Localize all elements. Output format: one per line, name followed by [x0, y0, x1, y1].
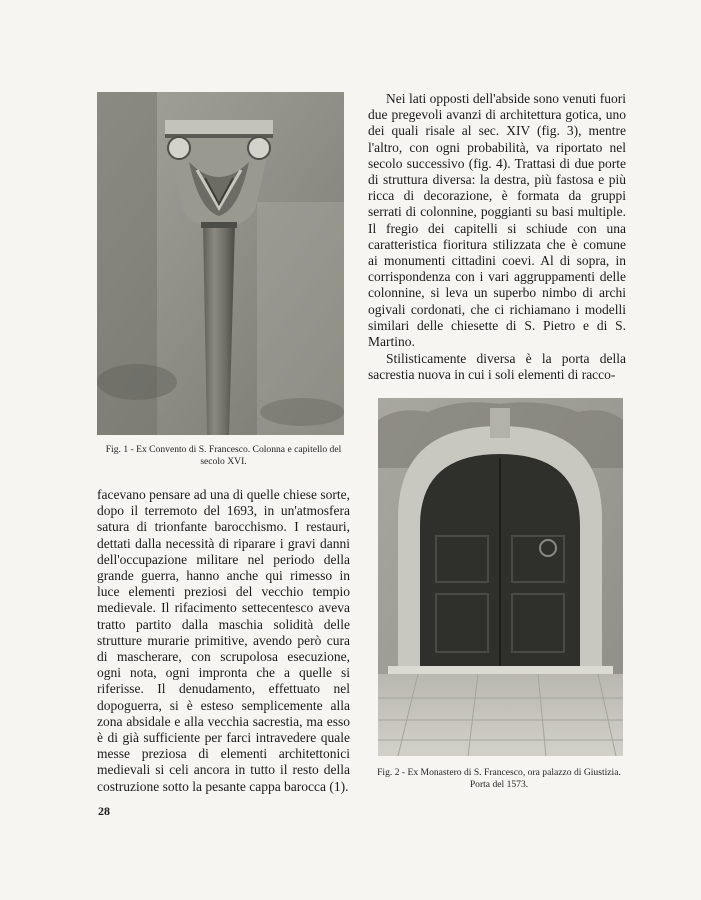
left-paragraph-1: facevano pensare ad una di quelle chiese sorte, dopo il terremoto del 1693, in un'atmosfera satura di trionfante barocchismo. I restauri, dettati dalla necessità di riparare i gravi danni dell'occupazione militare nel periodo della grande guerra, hanno anche qui rimesso in luce elementi preziosi del vecchio tempio medievale. Il rifacimento settecentesco aveva tratto partito dalla maschia solidità delle strutture murarie primitive, avendo però cura di mascherare, con scrupolosa esecuzione, ogni nota, ogni impronta che a quelle si riferisse. Il denudamento, effettuato nel dopoguerra, si è esteso semplicemente alla zona absidale e alla vecchia sacrestia, ma esso è di già sufficiente per farci intravedere quale messe preziosa di elementi architettonici medievali si celi ancora in tutto il resto della costruzione sotto la pesante cappa barocca (1). — [97, 487, 350, 794]
figure-2-photo — [378, 398, 623, 756]
right-column-text — [368, 91, 626, 384]
figure-2-caption-line2: Porta del 1573. — [469, 779, 529, 790]
figure-2-caption-line1: Fig. 2 - Ex Monastero di S. Francesco, ora palazzo di Giustizia. — [377, 767, 621, 778]
figure-1-caption-line2: secolo XVI. — [200, 456, 247, 467]
left-column-text — [97, 487, 350, 795]
page-number: 28 — [98, 804, 110, 818]
figure-1-caption-line1: Fig. 1 - Ex Convento di S. Francesco. Colonna e capitello del — [105, 444, 342, 455]
right-paragraph-1: Nei lati opposti dell'abside sono venuti fuori due pregevoli avanzi di architettura gotica, uno dei quali risale al sec. XIV (fig. 3), mentre l'altro, con ogni probabilità, va riportato nel secolo successivo (fig. 4). Trattasi di due porte di struttura diversa: la destra, più fastosa e più ricca di decorazione, è formata da gruppi serrati di colonnine, poggianti su basi multiple. Il fregio dei capitelli si schiude con una caratteristica fioritura stilizzata che è comune ai monumenti cittadini coevi. Al di sopra, in corrispondenza con i vari aggruppamenti delle colonnine, si leva un superbo nimbo di archi ogivali cordonati, che ci richiamano i modelli similari delle chiesette di S. Pietro e di S. Martino. — [368, 91, 626, 350]
right-paragraph-2: Stilisticamente diversa è la porta della sacrestia nuova in cui i soli elementi di racco- — [368, 351, 626, 383]
figure-2-caption — [367, 767, 631, 791]
figure-1-caption — [97, 444, 350, 468]
figure-1-photo — [97, 92, 344, 435]
